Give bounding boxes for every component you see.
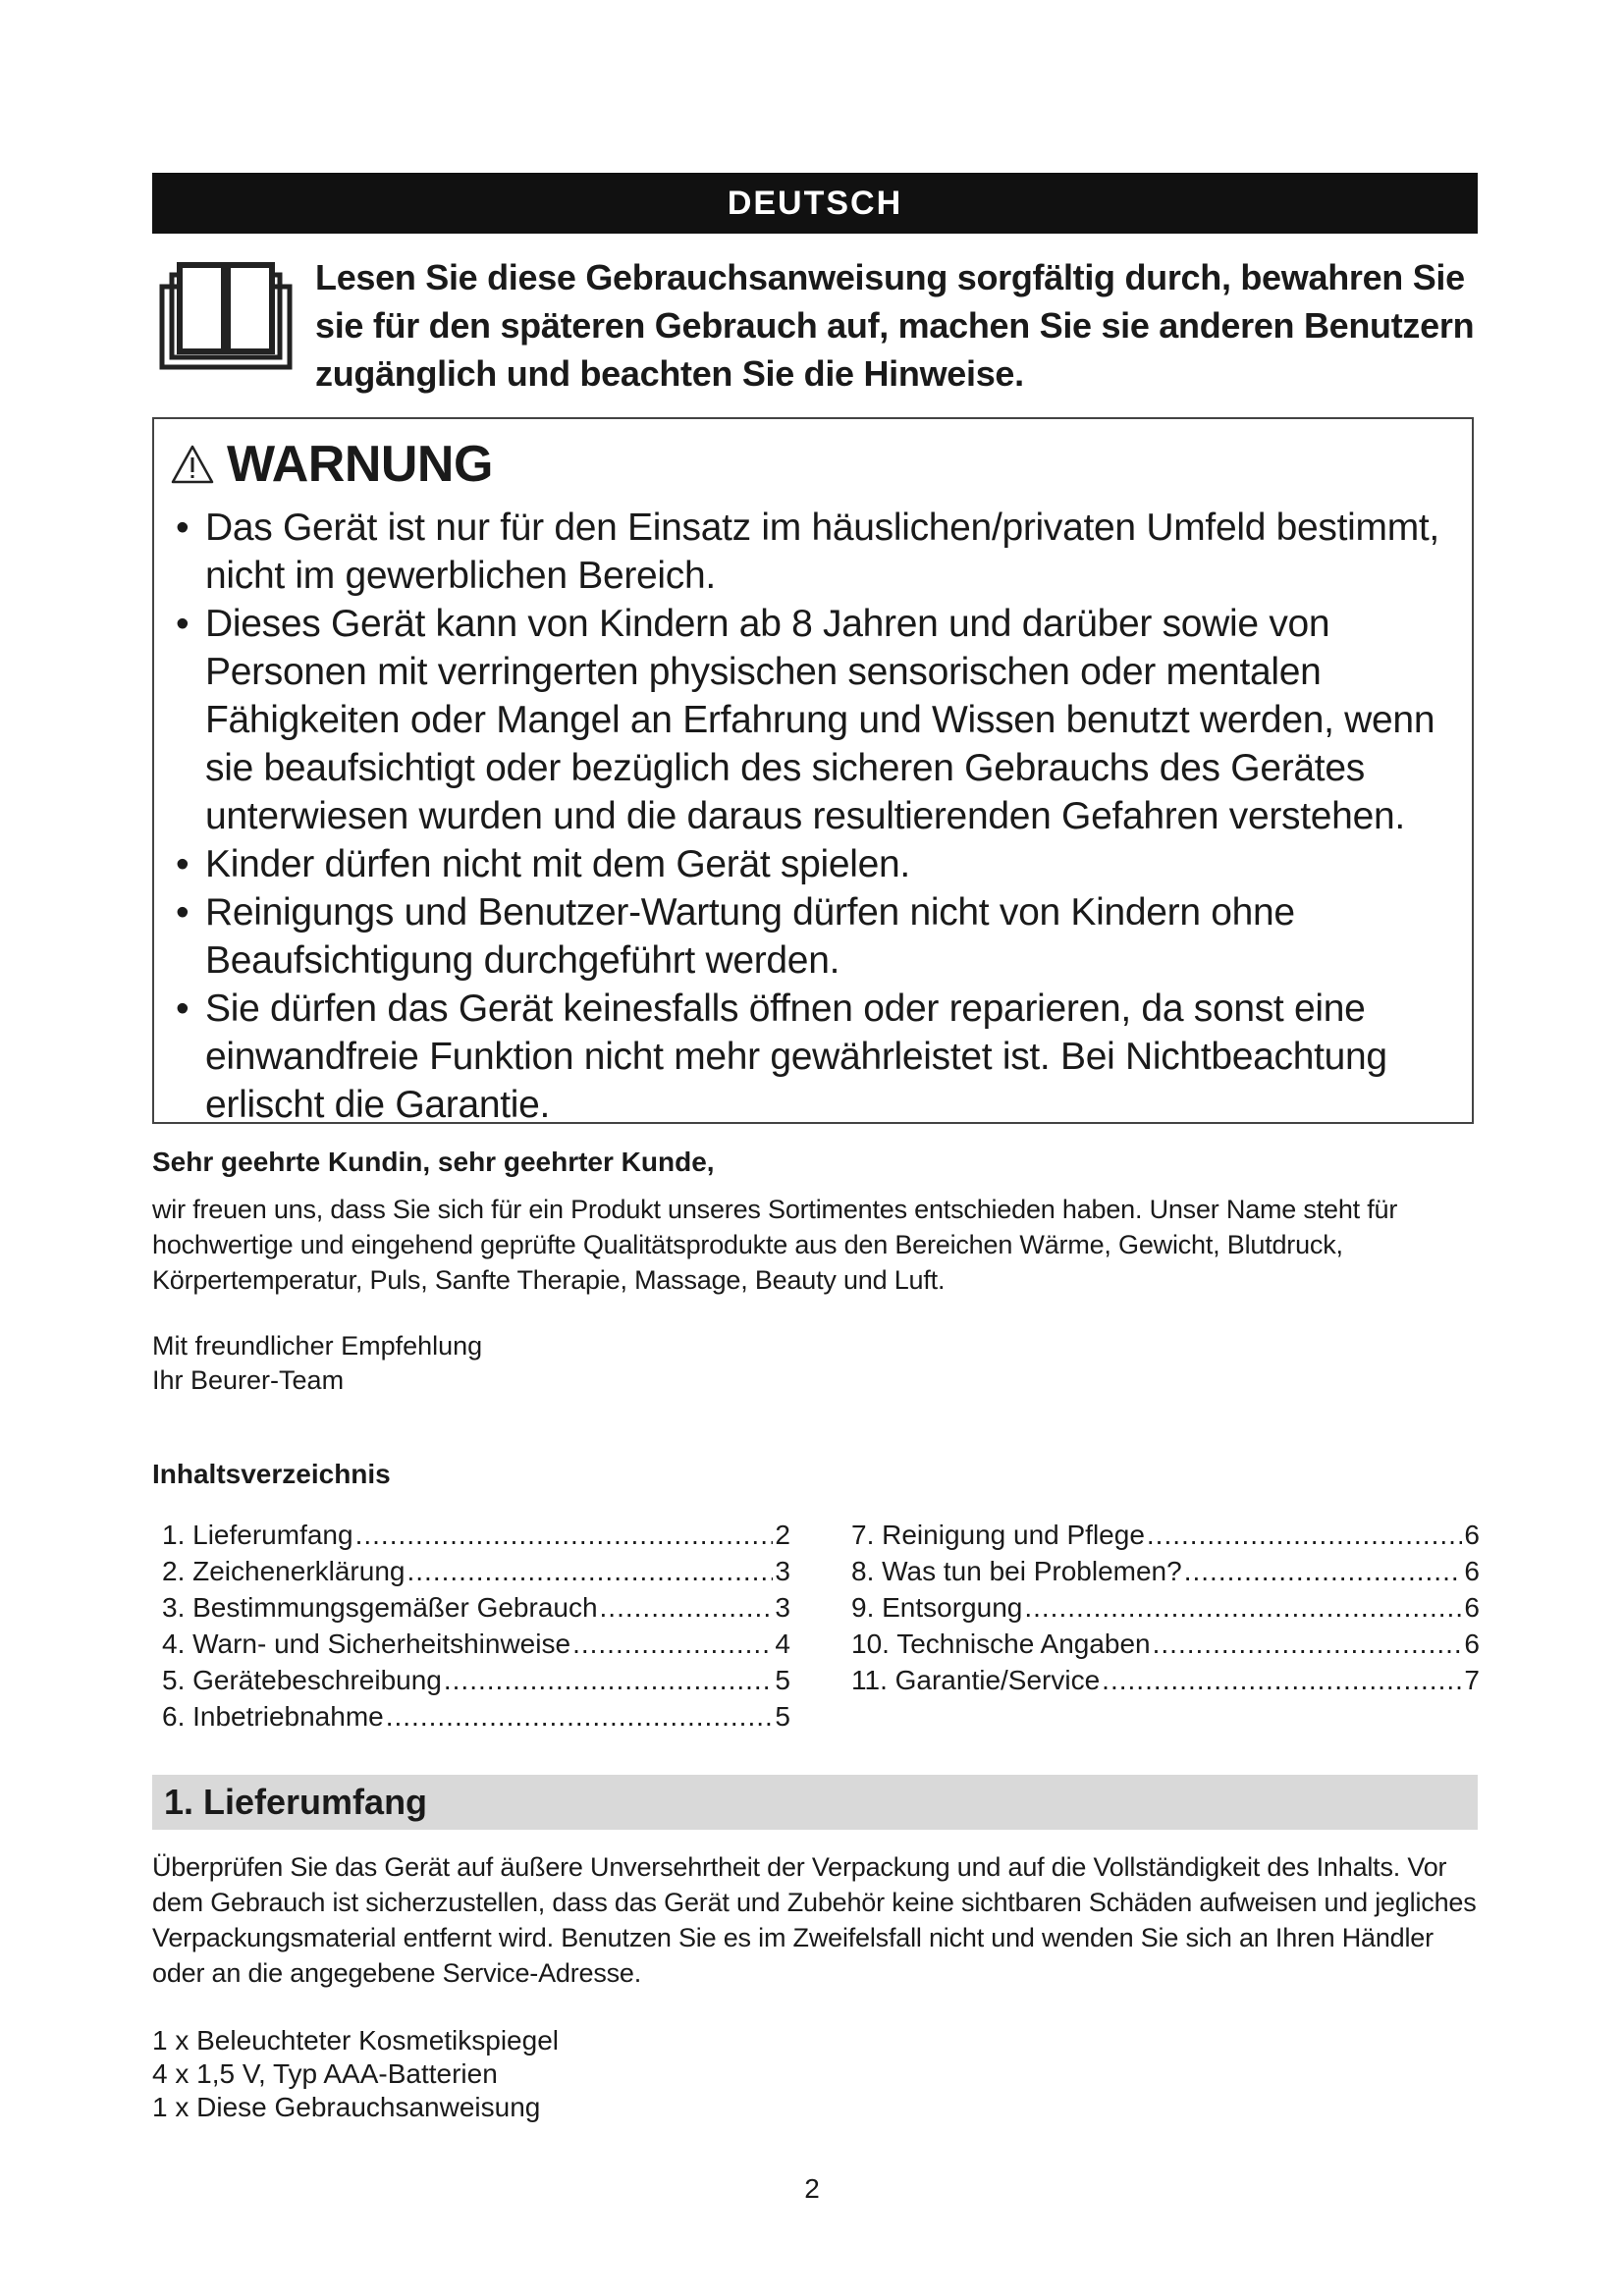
- toc-entry-label: 1. Lieferumfang: [162, 1520, 353, 1550]
- warning-header: [170, 435, 493, 494]
- warning-item: [174, 840, 1460, 888]
- toc-entry: [162, 1701, 790, 1737]
- toc-entry: [851, 1520, 1480, 1556]
- toc-entry-label: 7. Reinigung und Pflege: [851, 1520, 1145, 1550]
- warning-item-text: Dieses Gerät kann von Kindern ab 8 Jahren und darüber sowie von Personen mit verringerten physischen sensorischen oder mentalen Fähigkeiten oder Mangel an Erfahrung und Wissen benutzt werden, wenn sie beaufsichtigt oder bezüglich des sicheren Gebrauchs des Gerätes unterwiesen wurden und die daraus resultierenden Gefahren verstehen.: [205, 603, 1435, 837]
- toc-leader: [406, 1556, 773, 1587]
- bullet: •: [176, 891, 189, 934]
- warning-triangle-icon: [170, 444, 215, 485]
- toc-leader: [1147, 1520, 1463, 1551]
- toc-entry: [851, 1629, 1480, 1665]
- bullet: •: [176, 843, 189, 885]
- toc-entry-label: 4. Warn- und Sicherheitshinweise: [162, 1629, 571, 1659]
- toc-entry-label: 8. Was tun bei Problemen?: [851, 1556, 1182, 1586]
- warning-box: [152, 417, 1474, 1124]
- warning-item: [174, 600, 1460, 840]
- toc-entry-page: 3: [775, 1556, 790, 1586]
- signoff-line-2: Ihr Beurer-Team: [152, 1365, 345, 1395]
- toc-column-right: [851, 1520, 1480, 1701]
- toc-leader: [355, 1520, 774, 1551]
- toc-leader: [386, 1701, 774, 1733]
- read-instructions-notice: [152, 253, 1478, 400]
- toc-column-left: [162, 1520, 790, 1737]
- warning-item-text: Das Gerät ist nur für den Einsatz im häuslichen/privaten Umfeld bestimmt, nicht im gewerblichen Bereich.: [205, 507, 1439, 597]
- toc-entry-page: 5: [775, 1665, 790, 1695]
- toc-entry: [851, 1592, 1480, 1629]
- toc-entry-label: 5. Gerätebeschreibung: [162, 1665, 442, 1695]
- toc-entry-label: 3. Bestimmungsgemäßer Gebrauch: [162, 1592, 598, 1623]
- toc-entry-page: 6: [1464, 1629, 1480, 1659]
- toc-entry-label: 2. Zeichenerklärung: [162, 1556, 406, 1586]
- toc-entry: [851, 1556, 1480, 1592]
- toc-entry-page: 6: [1464, 1556, 1480, 1586]
- signoff: [152, 1329, 482, 1398]
- language-label: DEUTSCH: [727, 184, 903, 222]
- toc-entry-page: 6: [1464, 1520, 1480, 1550]
- bullet: •: [176, 988, 189, 1030]
- toc-leader: [1184, 1556, 1463, 1587]
- toc-entry: [162, 1520, 790, 1556]
- warning-item: [174, 504, 1460, 600]
- intro-paragraph: wir freuen uns, dass Sie sich für ein Produkt unseres Sortimentes entschieden haben. Unser Name steht für hochwertige und eingehend geprüfte Qualitätsprodukte aus den Bereichen Wärme, Gewicht, Blutdruck, Körpertemperatur, Puls, Sanfte Therapie, Massage, Beauty und Luft.: [152, 1195, 1398, 1295]
- toc-entry-page: 3: [775, 1592, 790, 1623]
- warning-item-text: Reinigungs und Benutzer-Wartung dürfen nicht von Kindern ohne Beaufsichtigung durchgeführt werden.: [205, 891, 1295, 982]
- toc-entry: [162, 1665, 790, 1701]
- toc-entry: [162, 1556, 790, 1592]
- toc-entry-label: 6. Inbetriebnahme: [162, 1701, 384, 1732]
- toc-entry-page: 4: [775, 1629, 790, 1659]
- toc-leader: [600, 1592, 774, 1624]
- delivery-contents-list: [152, 2024, 559, 2124]
- signoff-line-1: Mit freundlicher Empfehlung: [152, 1331, 483, 1361]
- delivery-item: 1 x Diese Gebrauchsanweisung: [152, 2092, 541, 2122]
- page-number: 2: [804, 2173, 820, 2204]
- toc-leader: [1153, 1629, 1463, 1660]
- toc-leader: [572, 1629, 773, 1660]
- toc-entry: [851, 1665, 1480, 1701]
- warning-item: [174, 888, 1460, 985]
- warning-title: WARNUNG: [227, 436, 493, 493]
- warning-item: [174, 985, 1460, 1129]
- toc-entry-page: 2: [775, 1520, 790, 1550]
- toc-entry: [162, 1629, 790, 1665]
- warning-list: [174, 504, 1460, 1129]
- delivery-item: 1 x Beleuchteter Kosmetikspiegel: [152, 2025, 559, 2056]
- toc-title: Inhaltsverzeichnis: [152, 1459, 391, 1489]
- toc-entry-label: 11. Garantie/Service: [851, 1665, 1101, 1695]
- toc-entry-label: 9. Entsorgung: [851, 1592, 1023, 1623]
- toc-entry: [162, 1592, 790, 1629]
- bullet: •: [176, 603, 189, 645]
- section-title: 1. Lieferumfang: [164, 1782, 428, 1822]
- toc-leader: [1102, 1665, 1462, 1696]
- section-paragraph: Überprüfen Sie das Gerät auf äußere Unversehrtheit der Verpackung und auf die Vollständigkeit des Inhalts. Vor dem Gebrauch ist sicherzustellen, dass das Gerät und Zubehör keine sichtbaren Schäden aufweisen und jegliches Verpackungsmaterial entfernt wird. Benutzen Sie es im Zweifelsfall nicht und wenden Sie sich an Ihren Händler oder an die angegebene Service-Adresse.: [152, 1852, 1477, 1988]
- intro-text: Lesen Sie diese Gebrauchsanweisung sorgfältig durch, bewahren Sie sie für den späteren Gebrauch auf, machen Sie sie anderen Benutzern zugänglich und beachten Sie die Hinweise.: [315, 257, 1475, 394]
- section-header: [152, 1775, 1478, 1830]
- book-icon: [158, 261, 294, 371]
- warning-item-text: Kinder dürfen nicht mit dem Gerät spielen.: [205, 843, 910, 885]
- language-header: [152, 173, 1478, 234]
- delivery-item: 4 x 1,5 V, Typ AAA-Batterien: [152, 2058, 498, 2089]
- warning-item-text: Sie dürfen das Gerät keinesfalls öffnen oder reparieren, da sonst eine einwandfreie Funktion nicht mehr gewährleistet ist. Bei Nichtbeachtung erlischt die Garantie.: [205, 988, 1387, 1126]
- toc-entry-page: 5: [775, 1701, 790, 1732]
- bullet: •: [176, 507, 189, 549]
- toc-entry-page: 7: [1464, 1665, 1480, 1695]
- toc-leader: [1024, 1592, 1462, 1624]
- greeting: Sehr geehrte Kundin, sehr geehrter Kunde,: [152, 1147, 715, 1177]
- toc-entry-label: 10. Technische Angaben: [851, 1629, 1151, 1659]
- toc-entry-page: 6: [1464, 1592, 1480, 1623]
- toc-leader: [444, 1665, 774, 1696]
